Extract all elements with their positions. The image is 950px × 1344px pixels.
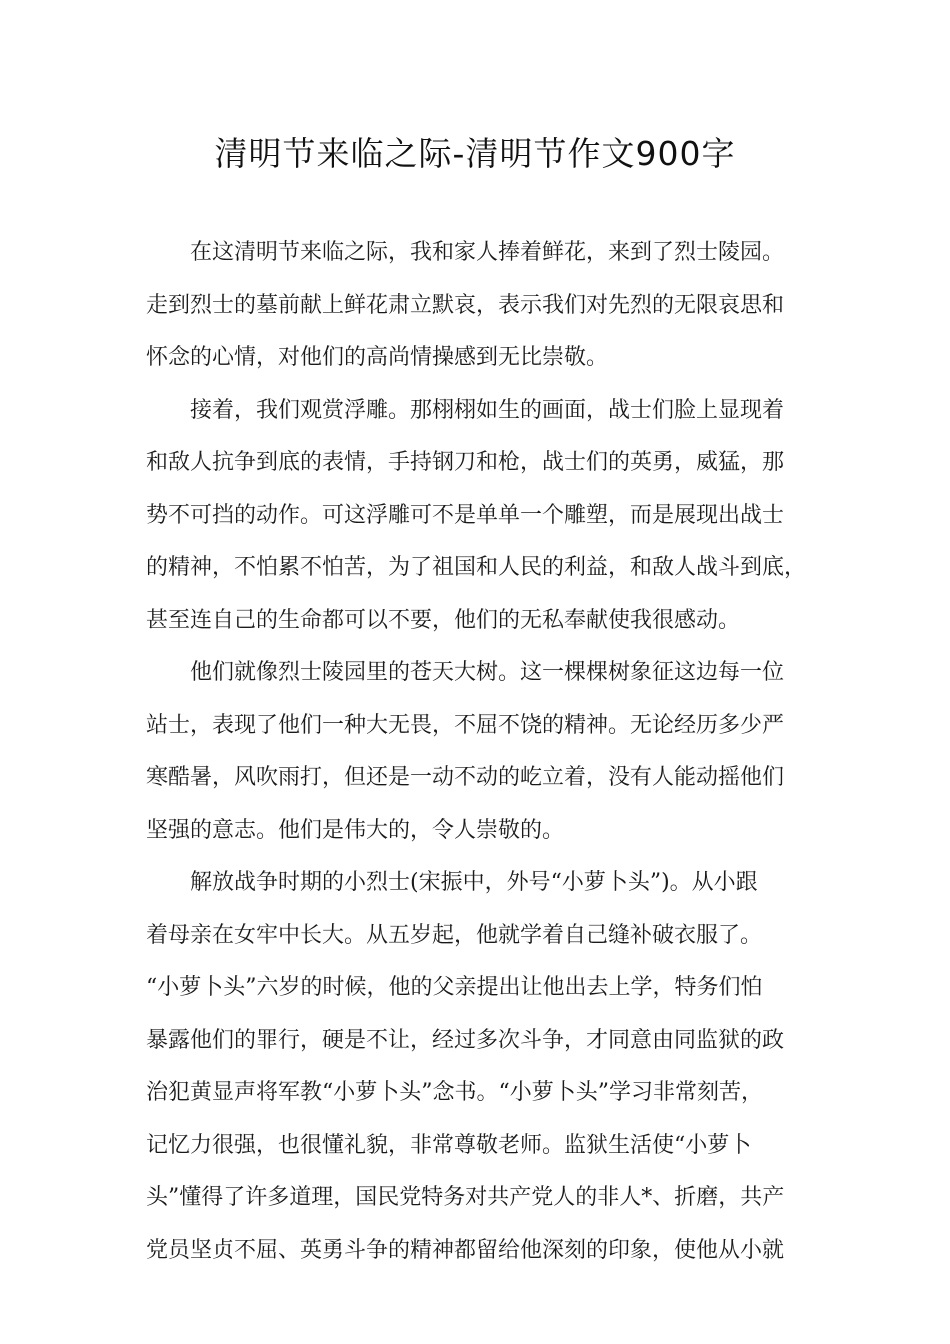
paragraph-3: 他们就像烈士陵园里的苍天大树。这一棵棵树象征这边每一位 站士，表现了他们一种大无畏，不屈不饶的精神。无论经历多少严 寒酷暑，风吹雨打，但还是一动不动的屹立着，没有人能动摇他们 坚强的意志。他们是伟大的，令人崇敬的。 bbox=[146, 660, 785, 843]
paragraph-4: 解放战争时期的小烈士(宋振中，外号“小萝卜头”)。从小跟 着母亲在女牢中长大。从五岁起，他就学着自己缝补破衣服了。 “小萝卜头”六岁的时候，他的父亲提出让他出去上学，特务们怕 暴露他们的罪行，硬是不让，经过多次斗争，才同意由同监狱的政 治犯黄显声将军教“小萝卜头”念书。“小萝卜头”学习非常刻苦， 记忆力很强，也很懂礼貌，非常尊敬老师。监狱生活使“小萝卜 头”懂得了许多道理，国民党特务对共产党人的非人*、折磨，共产 党员坚贞不屈、英勇斗争的精神都留给他深刻的印象，使他从小就 bbox=[146, 870, 785, 1263]
page-title: 清明节来临之际-清明节作文900字 bbox=[214, 134, 736, 173]
paragraph-2: 接着，我们观赏浮雕。那栩栩如生的画面，战士们脸上显现着 和敌人抗争到底的表情，手持钢刀和枪，战士们的英勇，威猛，那 势不可挡的动作。可这浮雕可不是单单一个雕塑，而是展现出战士 的精神，不怕累不怕苦，为了祖国和人民的利益，和敌人战斗到底， 甚至连自己的生命都可以不要，他们的无私奉献使我很感动。 bbox=[146, 397, 807, 633]
paragraph-1: 在这清明节来临之际，我和家人捧着鲜花，来到了烈士陵园。 走到烈士的墓前献上鲜花肃立默哀，表示我们对先烈的无限哀思和 怀念的心情，对他们的高尚情操感到无比崇敬。 bbox=[146, 240, 785, 370]
essay-body bbox=[146, 227, 822, 1277]
